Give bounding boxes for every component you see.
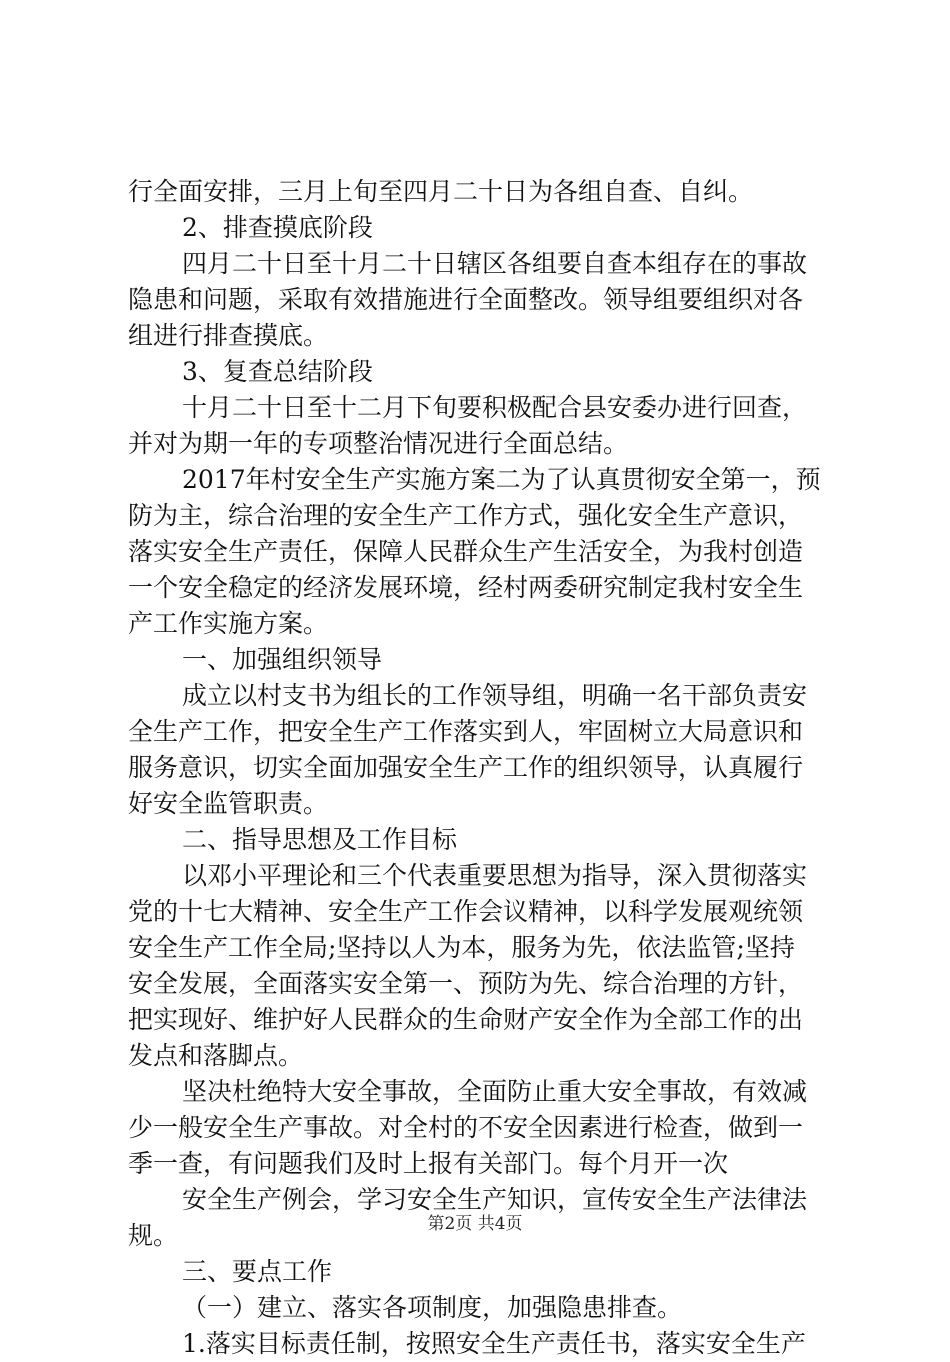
text-line: 发点和落脚点。 bbox=[128, 1041, 304, 1070]
section-heading: 一、加强组织领导 bbox=[182, 645, 383, 674]
section-heading: 3、复查总结阶段 bbox=[182, 357, 373, 386]
text-line: 把实现好、维护好人民群众的生命财产安全作为全部工作的出 bbox=[128, 1005, 804, 1034]
text-line: 坚决杜绝特大安全事故，全面防止重大安全事故，有效减 bbox=[182, 1077, 808, 1106]
text-line: 少一般安全生产事故。对全村的不安全因素进行检查，做到一 bbox=[128, 1113, 804, 1142]
text-line: 行全面安排，三月上旬至四月二十日为各组自查、自纠。 bbox=[128, 177, 754, 206]
text-line: 防为主，综合治理的安全生产工作方式，强化安全生产意识， bbox=[128, 501, 804, 530]
section-heading: 2、排查摸底阶段 bbox=[182, 213, 373, 242]
text-line: 隐患和问题，采取有效措施进行全面整改。领导组要组织对各 bbox=[128, 285, 804, 314]
text-line: 好安全监管职责。 bbox=[128, 789, 329, 818]
text-line: 组进行排查摸底。 bbox=[128, 321, 329, 350]
text-line: 安全生产工作全局;坚持以人为本，服务为先，依法监管;坚持 bbox=[128, 933, 795, 962]
page-number-footer: 第2页 共4页 bbox=[427, 1214, 523, 1234]
text-line: 一个安全稳定的经济发展环境，经村两委研究制定我村安全生 bbox=[128, 573, 804, 602]
text-line: 十月二十日至十二月下旬要积极配合县安委办进行回查， bbox=[182, 393, 808, 422]
text-line: 以邓小平理论和三个代表重要思想为指导，深入贯彻落实 bbox=[182, 861, 808, 890]
subsection-heading: （一）建立、落实各项制度，加强隐患排查。 bbox=[182, 1293, 683, 1322]
text-line: 规。 bbox=[128, 1221, 179, 1250]
text-line: 落实安全生产责任，保障人民群众生产生活安全，为我村创造 bbox=[128, 537, 804, 566]
text-line: 党的十七大精神、安全生产工作会议精神，以科学发展观统领 bbox=[128, 897, 804, 926]
text-line: 季一查，有问题我们及时上报有关部门。每个月开一次 bbox=[128, 1149, 729, 1178]
section-heading: 二、指导思想及工作目标 bbox=[182, 825, 458, 854]
text-line: 1.落实目标责任制，按照安全生产责任书，落实安全生产 bbox=[182, 1329, 806, 1358]
text-line: 并对为期一年的专项整治情况进行全面总结。 bbox=[128, 429, 629, 458]
document-body bbox=[128, 174, 833, 1362]
text-line: 服务意识，切实全面加强安全生产工作的组织领导，认真履行 bbox=[128, 753, 804, 782]
section-heading: 三、要点工作 bbox=[182, 1257, 333, 1286]
text-line: 成立以村支书为组长的工作领导组，明确一名干部负责安 bbox=[182, 681, 808, 710]
text-line: 2017年村安全生产实施方案二为了认真贯彻安全第一，预 bbox=[182, 465, 821, 494]
text-line: 四月二十日至十月二十日辖区各组要自查本组存在的事故 bbox=[182, 249, 808, 278]
text-line: 安全发展，全面落实安全第一、预防为先、综合治理的方针， bbox=[128, 969, 804, 998]
text-line: 全生产工作，把安全生产工作落实到人，牢固树立大局意识和 bbox=[128, 717, 804, 746]
text-line: 安全生产例会，学习安全生产知识，宣传安全生产法律法 bbox=[182, 1185, 808, 1214]
text-line: 产工作实施方案。 bbox=[128, 609, 329, 638]
